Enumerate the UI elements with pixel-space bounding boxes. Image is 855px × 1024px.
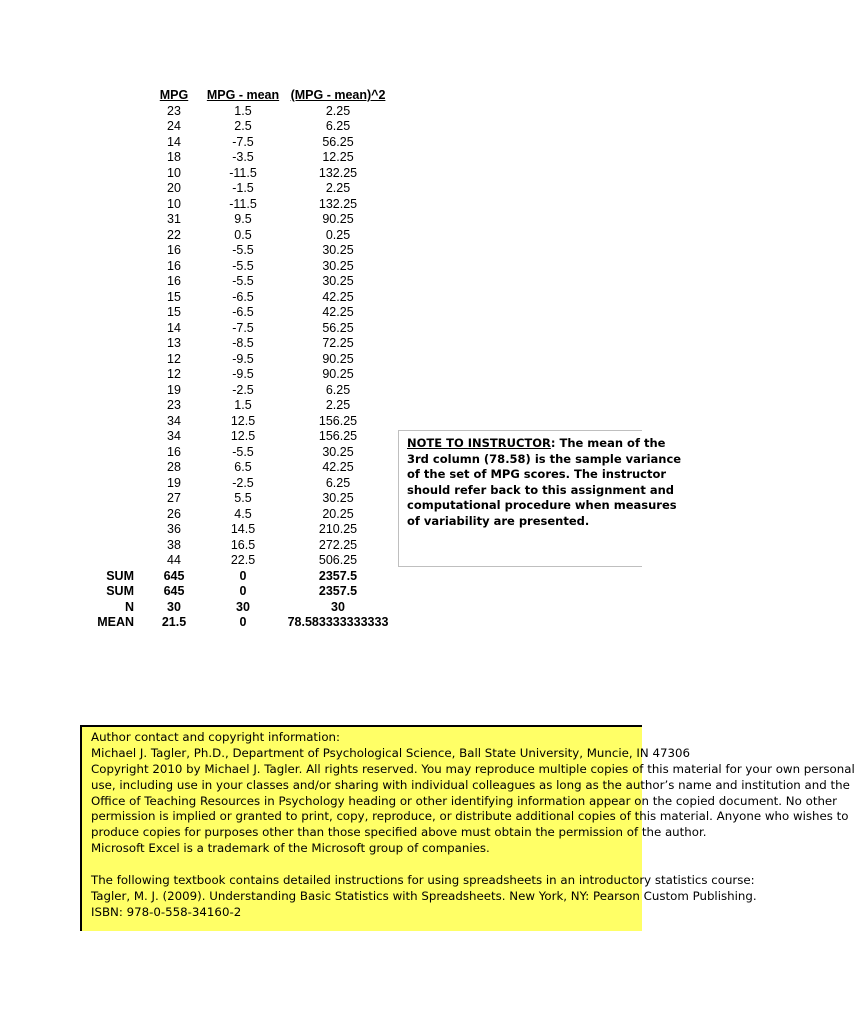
- header-squared-deviation[interactable]: (MPG - mean)^2: [290, 88, 386, 102]
- mpg-cell[interactable]: 34: [167, 413, 181, 428]
- mpg-cell[interactable]: 14: [167, 320, 181, 335]
- copyright-line: Copyright 2010 by Michael J. Tagler. All rights reserved. You may reproduce multiple copies of this material for your own personal: [91, 761, 855, 776]
- mpg-cell[interactable]: 20: [167, 181, 181, 195]
- row-label-cell[interactable]: [80, 274, 148, 290]
- row-label-cell[interactable]: [80, 336, 148, 352]
- squared-deviation-cell[interactable]: 30.25: [322, 491, 354, 505]
- squared-deviation-cell[interactable]: 90.25: [322, 212, 354, 226]
- summary-label-cell[interactable]: MEAN: [97, 615, 134, 629]
- mpg-cell[interactable]: 16: [167, 444, 181, 459]
- deviation-cell[interactable]: 2.5: [234, 119, 252, 133]
- mpg-cell[interactable]: 16: [167, 274, 181, 288]
- squared-deviation-cell[interactable]: 272.25: [318, 537, 358, 552]
- row-label-cell[interactable]: [80, 135, 148, 151]
- row-label-cell[interactable]: [80, 507, 148, 523]
- table-header-row: [80, 88, 390, 104]
- squared-deviation-cell[interactable]: 210.25: [318, 522, 358, 536]
- header-label: [80, 88, 148, 104]
- row-label-cell[interactable]: [80, 212, 148, 228]
- mpg-cell[interactable]: 14: [167, 134, 181, 149]
- textbook-line: ISBN: 978-0-558-34160-2: [91, 904, 242, 919]
- deviation-cell[interactable]: -5.5: [232, 258, 254, 273]
- mpg-cell[interactable]: 19: [167, 382, 181, 397]
- mpg-cell[interactable]: 16: [167, 243, 181, 257]
- summary-label-cell[interactable]: SUM: [106, 568, 134, 583]
- table-row: [80, 212, 390, 228]
- squared-deviation-cell[interactable]: 42.25: [322, 305, 354, 319]
- table-row: [80, 398, 390, 414]
- copyright-line: Michael J. Tagler, Ph.D., Department of Psychological Science, Ball State University, Muncie, IN 47306: [91, 745, 690, 760]
- row-label-cell[interactable]: [80, 290, 148, 306]
- summary-row: [80, 615, 390, 631]
- squared-deviation-cell[interactable]: 30.25: [322, 274, 354, 288]
- summary-label-cell[interactable]: SUM: [106, 584, 134, 598]
- mpg-cell[interactable]: 23: [167, 398, 181, 412]
- table-row: [80, 259, 390, 275]
- header-mpg[interactable]: MPG: [159, 88, 189, 102]
- deviation-cell[interactable]: -7.5: [232, 320, 254, 335]
- mpg-cell[interactable]: 18: [167, 150, 181, 164]
- copyright-text: [91, 730, 855, 921]
- deviation-cell[interactable]: -6.5: [232, 305, 254, 319]
- squared-deviation-cell[interactable]: 90.25: [322, 351, 354, 366]
- summary-mpg-cell[interactable]: 645: [163, 584, 185, 598]
- table-row: [80, 305, 390, 321]
- mpg-cell[interactable]: 10: [167, 196, 181, 211]
- squared-deviation-cell[interactable]: 30.25: [322, 444, 354, 459]
- mpg-cell[interactable]: 27: [167, 491, 181, 505]
- textbook-line: Tagler, M. J. (2009). Understanding Basic Statistics with Spreadsheets. New York, NY: Pearson Custom Publishing.: [91, 888, 757, 903]
- table-row: [80, 166, 390, 182]
- table-row: [80, 507, 390, 523]
- table-row: [80, 336, 390, 352]
- mpg-cell[interactable]: 15: [167, 289, 181, 304]
- mpg-cell[interactable]: 24: [167, 119, 181, 133]
- squared-deviation-cell[interactable]: 72.25: [322, 336, 354, 350]
- summary-mpg-cell[interactable]: 30: [167, 599, 181, 614]
- table-row: [80, 383, 390, 399]
- squared-deviation-cell[interactable]: 6.25: [325, 382, 351, 397]
- squared-deviation-cell[interactable]: 90.25: [322, 367, 354, 381]
- deviation-cell[interactable]: -2.5: [232, 475, 254, 490]
- mpg-cell[interactable]: 23: [167, 103, 181, 118]
- table-row: [80, 181, 390, 197]
- squared-deviation-cell[interactable]: 20.25: [322, 506, 354, 521]
- squared-deviation-cell[interactable]: 132.25: [318, 196, 358, 211]
- table-row: [80, 538, 390, 554]
- summary-mpg-cell[interactable]: 645: [163, 568, 185, 583]
- header-deviation[interactable]: MPG - mean: [206, 88, 280, 102]
- row-label-cell[interactable]: [80, 228, 148, 244]
- table-row: [80, 197, 390, 213]
- row-label-cell[interactable]: [80, 305, 148, 321]
- table-row: [80, 321, 390, 337]
- squared-deviation-cell[interactable]: 2.25: [325, 181, 351, 195]
- deviation-cell[interactable]: -1.5: [232, 181, 254, 195]
- squared-deviation-cell[interactable]: 56.25: [322, 134, 354, 149]
- table-row: [80, 522, 390, 538]
- table-row: [80, 414, 390, 430]
- row-label-cell[interactable]: [80, 476, 148, 492]
- table-row: [80, 553, 390, 569]
- summary-row: [80, 584, 390, 600]
- summary-row: [80, 600, 390, 616]
- deviation-cell[interactable]: 1.5: [234, 398, 252, 412]
- deviation-cell[interactable]: -9.5: [232, 367, 254, 381]
- copyright-info-box[interactable]: [80, 725, 855, 931]
- table-body: [80, 104, 390, 569]
- copyright-line: produce copies for purposes other than those specified above must obtain the permission of the author.: [91, 825, 707, 840]
- table-row: [80, 228, 390, 244]
- row-label-cell[interactable]: [80, 197, 148, 213]
- table-row: [80, 119, 390, 135]
- copyright-line: Microsoft Excel is a trademark of the Microsoft group of companies.: [91, 841, 490, 856]
- deviation-cell[interactable]: -11.5: [229, 196, 257, 211]
- row-label-cell[interactable]: [80, 119, 148, 135]
- note-line: computational procedure when measures: [407, 498, 677, 513]
- deviation-cell[interactable]: 5.5: [234, 491, 252, 505]
- mpg-cell[interactable]: 12: [167, 367, 181, 381]
- squared-deviation-cell[interactable]: 6.25: [325, 475, 351, 490]
- mpg-cell[interactable]: 44: [167, 553, 181, 567]
- deviation-cell[interactable]: -5.5: [232, 444, 254, 459]
- squared-deviation-cell[interactable]: 2.25: [325, 398, 351, 412]
- row-label-cell[interactable]: [80, 104, 148, 120]
- deviation-cell[interactable]: -5.5: [232, 274, 254, 288]
- summary-deviation-cell[interactable]: 30: [236, 599, 250, 614]
- mpg-cell[interactable]: 22: [167, 227, 181, 242]
- summary-row: [80, 569, 390, 585]
- copyright-line: Office of Teaching Resources in Psychology heading or other identifying information appear on the copied document. No other: [91, 793, 838, 808]
- summary-deviation-cell[interactable]: 0: [239, 568, 247, 583]
- note-heading: NOTE TO INSTRUCTOR: [407, 436, 551, 450]
- summary-deviation-cell[interactable]: 0: [239, 615, 247, 629]
- row-label-cell[interactable]: [80, 166, 148, 182]
- deviation-cell[interactable]: 4.5: [234, 506, 252, 521]
- squared-deviation-cell[interactable]: 30.25: [322, 258, 354, 273]
- row-label-cell[interactable]: [80, 321, 148, 337]
- row-label-cell[interactable]: [80, 429, 148, 445]
- deviation-cell[interactable]: 12.5: [230, 429, 256, 443]
- note-line: : The mean of the: [550, 436, 666, 450]
- deviation-cell[interactable]: -3.5: [232, 150, 254, 164]
- mpg-cell[interactable]: 15: [167, 305, 181, 319]
- row-label-cell[interactable]: [80, 491, 148, 507]
- summary-mpg-cell[interactable]: 21.5: [161, 615, 187, 629]
- table-summary: [80, 569, 390, 631]
- copyright-line: Author contact and copyright information:: [91, 730, 341, 744]
- row-label-cell[interactable]: [80, 259, 148, 275]
- table-row: [80, 243, 390, 259]
- note-line: of variability are presented.: [407, 513, 590, 528]
- summary-deviation-cell[interactable]: 0: [239, 584, 247, 598]
- deviation-cell[interactable]: -9.5: [232, 351, 254, 366]
- note-line: should refer back to this assignment and: [407, 482, 675, 497]
- deviation-cell[interactable]: 9.5: [234, 212, 252, 226]
- textbook-line: The following textbook contains detailed instructions for using spreadsheets in an introductory statistics course:: [91, 873, 755, 888]
- squared-deviation-cell[interactable]: 56.25: [322, 320, 354, 335]
- mpg-cell[interactable]: 36: [167, 522, 181, 536]
- deviation-cell[interactable]: 6.5: [234, 460, 252, 474]
- mpg-cell[interactable]: 38: [167, 537, 181, 552]
- row-label-cell[interactable]: [80, 398, 148, 414]
- deviation-cell[interactable]: -2.5: [232, 382, 254, 397]
- table-row: [80, 460, 390, 476]
- table-row: [80, 367, 390, 383]
- note-line: 3rd column (78.58) is the sample variance: [407, 451, 682, 466]
- table-row: [80, 274, 390, 290]
- deviation-cell[interactable]: 12.5: [230, 413, 256, 428]
- row-label-cell[interactable]: [80, 150, 148, 166]
- row-label-cell[interactable]: [80, 538, 148, 554]
- instructor-note-text: [407, 436, 682, 530]
- squared-deviation-cell[interactable]: 132.25: [318, 165, 358, 180]
- table-row: [80, 445, 390, 461]
- table-row: [80, 491, 390, 507]
- instructor-note-box[interactable]: [398, 430, 682, 567]
- summary-squared-cell[interactable]: 30: [331, 599, 345, 614]
- deviation-cell[interactable]: -11.5: [229, 165, 257, 180]
- row-label-cell[interactable]: [80, 367, 148, 383]
- table-row: [80, 476, 390, 492]
- mpg-cell[interactable]: 31: [167, 212, 181, 226]
- mpg-cell[interactable]: 10: [167, 165, 181, 180]
- deviation-cell[interactable]: -7.5: [232, 134, 254, 149]
- squared-deviation-cell[interactable]: 156.25: [318, 413, 358, 428]
- deviation-cell[interactable]: 0.5: [234, 227, 252, 242]
- table-row: [80, 290, 390, 306]
- squared-deviation-cell[interactable]: 506.25: [318, 553, 358, 567]
- deviation-cell[interactable]: -6.5: [232, 289, 254, 304]
- table-row: [80, 429, 390, 445]
- summary-squared-cell[interactable]: 2357.5: [318, 584, 358, 598]
- table-row: [80, 135, 390, 151]
- deviation-cell[interactable]: 16.5: [230, 537, 256, 552]
- deviation-cell[interactable]: -5.5: [232, 243, 254, 257]
- row-label-cell[interactable]: [80, 352, 148, 368]
- squared-deviation-cell[interactable]: 12.25: [322, 150, 354, 164]
- table-row: [80, 150, 390, 166]
- summary-squared-cell[interactable]: 78.583333333333: [287, 615, 389, 629]
- squared-deviation-cell[interactable]: 30.25: [322, 243, 354, 257]
- squared-deviation-cell[interactable]: 6.25: [325, 119, 351, 133]
- row-label-cell[interactable]: [80, 414, 148, 430]
- row-label-cell[interactable]: [80, 383, 148, 399]
- mpg-cell[interactable]: 19: [167, 475, 181, 490]
- row-label-cell[interactable]: [80, 522, 148, 538]
- mpg-data-table: [80, 88, 390, 631]
- row-label-cell[interactable]: [80, 445, 148, 461]
- mpg-cell[interactable]: 34: [167, 429, 181, 443]
- mpg-cell[interactable]: 26: [167, 506, 181, 521]
- mpg-cell[interactable]: 16: [167, 258, 181, 273]
- row-label-cell[interactable]: [80, 553, 148, 569]
- squared-deviation-cell[interactable]: 42.25: [322, 460, 354, 474]
- copyright-line: use, including use in your classes and/or sharing with individual colleagues as long as the author’s name and institution and the: [91, 777, 850, 792]
- row-label-cell[interactable]: [80, 181, 148, 197]
- row-label-cell[interactable]: [80, 243, 148, 259]
- copyright-line: permission is implied or granted to print, copy, reproduce, or distribute additional copies of this material. Anyone who wishes to: [91, 809, 849, 824]
- squared-deviation-cell[interactable]: 0.25: [325, 227, 351, 242]
- summary-squared-cell[interactable]: 2357.5: [318, 568, 358, 583]
- copyright-spacer: [91, 857, 855, 873]
- squared-deviation-cell[interactable]: 42.25: [322, 289, 354, 304]
- mpg-cell[interactable]: 13: [167, 336, 181, 350]
- row-label-cell[interactable]: [80, 460, 148, 476]
- mpg-cell[interactable]: 28: [167, 460, 181, 474]
- deviation-cell[interactable]: 14.5: [230, 522, 256, 536]
- squared-deviation-cell[interactable]: 2.25: [325, 103, 351, 118]
- mpg-cell[interactable]: 12: [167, 351, 181, 366]
- deviation-cell[interactable]: -8.5: [232, 336, 254, 350]
- table-row: [80, 352, 390, 368]
- deviation-cell[interactable]: 22.5: [230, 553, 256, 567]
- squared-deviation-cell[interactable]: 156.25: [318, 429, 358, 443]
- note-line: of the set of MPG scores. The instructor: [407, 467, 667, 482]
- summary-label-cell[interactable]: N: [124, 599, 134, 614]
- table-row: [80, 104, 390, 120]
- deviation-cell[interactable]: 1.5: [234, 103, 252, 118]
